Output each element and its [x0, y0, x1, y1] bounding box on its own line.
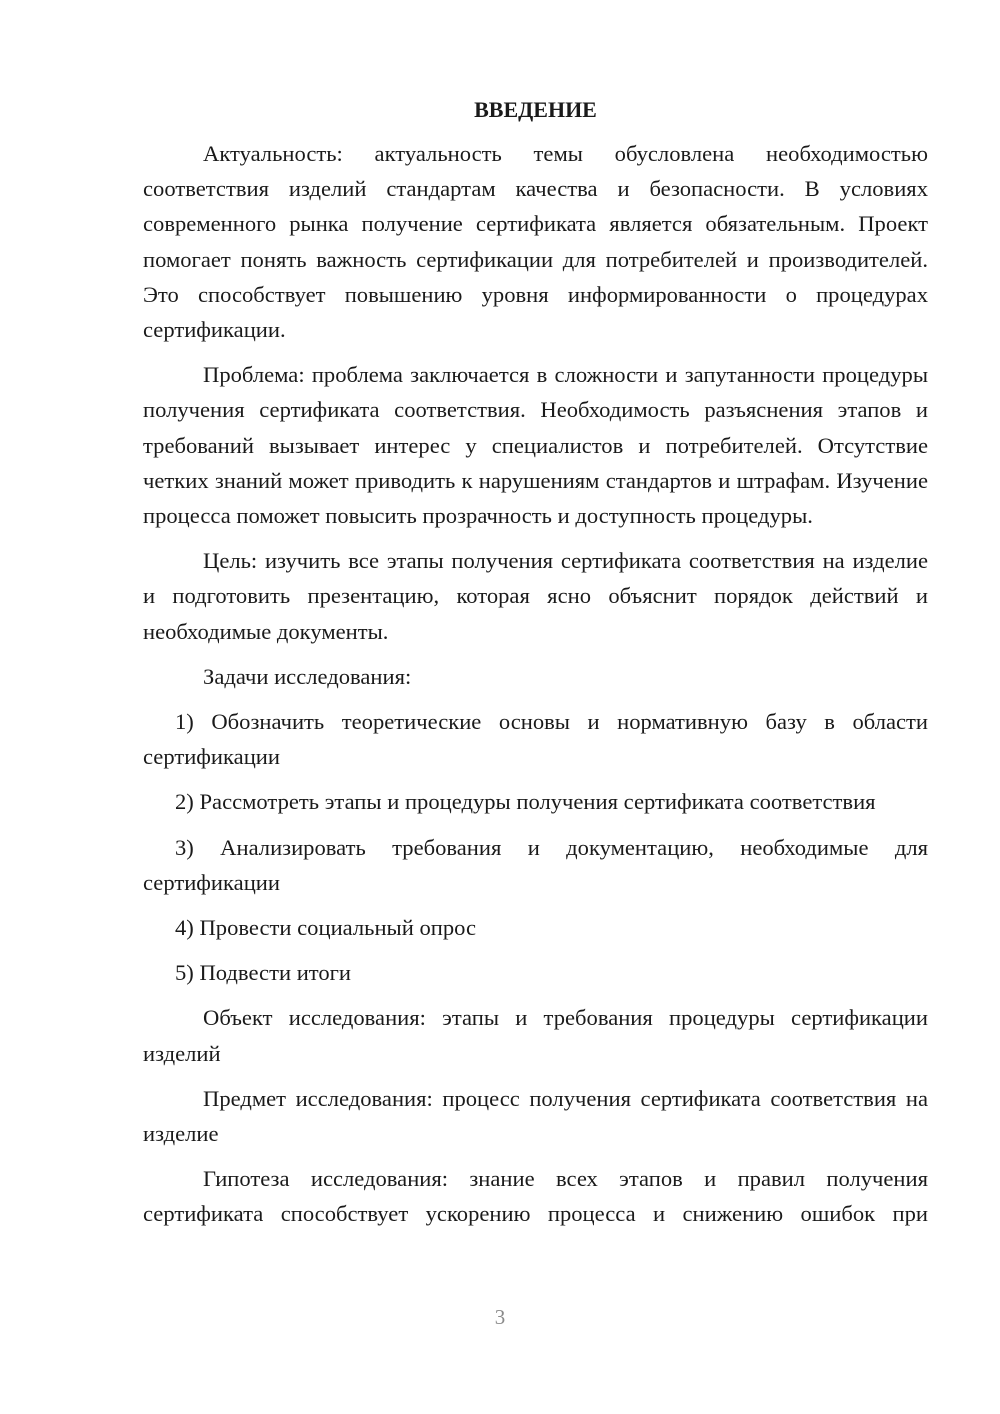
tasks-heading: Задачи исследования:	[203, 663, 412, 689]
paragraph-goal: Цель: изучить все этапы получения сертификата соответствия на изделие и подготовить презентацию, которая ясно объяснит порядок действий и необходимые документы.	[143, 548, 928, 644]
paragraph-hypothesis: Гипотеза исследования: знание всех этапов и правил получения сертификата способствует ускорению процесса и снижению ошибок при	[143, 1166, 928, 1227]
paragraph-subject: Предмет исследования: процесс получения сертификата соответствия на изделие	[143, 1085, 928, 1147]
paragraph-problem: Проблема: проблема заключается в сложности и запутанности процедуры получения сертификата соответствия. Необходимость разъяснения этапов и требований вызывает интерес у специалистов и потребителей. Отсутствие четких знаний может приводить к нарушениям стандартов и штрафам. Изучение процесса поможет повысить прозрачность и доступность процедуры.	[143, 362, 928, 529]
task-item-1: 1) Обозначить теоретические основы и нормативную базу в области сертификации	[143, 709, 928, 770]
task-item-4: 4) Провести социальный опрос	[175, 915, 477, 941]
page-title: ВВЕДЕНИЕ	[474, 97, 597, 122]
task-item-3: 3) Анализировать требования и документацию, необходимые для сертификации	[143, 834, 928, 895]
page-number: 3	[494, 1305, 506, 1329]
page-content	[143, 92, 928, 1242]
paragraph-object: Объект исследования: этапы и требования процедуры сертификации изделий	[143, 1005, 928, 1066]
task-item-5: 5) Подвести итоги	[175, 960, 352, 986]
task-item-2: 2) Рассмотреть этапы и процедуры получения сертификата соответствия	[175, 789, 876, 815]
paragraph-relevance: Актуальность: актуальность темы обусловлена необходимостью соответствия изделий стандартам качества и безопасности. В условиях современного рынка получение сертификата является обязательным. Проект помогает понять важность сертификации для потребителей и производителей. Это способствует повышению уровня информированности о процедурах сертификации.	[143, 141, 928, 343]
